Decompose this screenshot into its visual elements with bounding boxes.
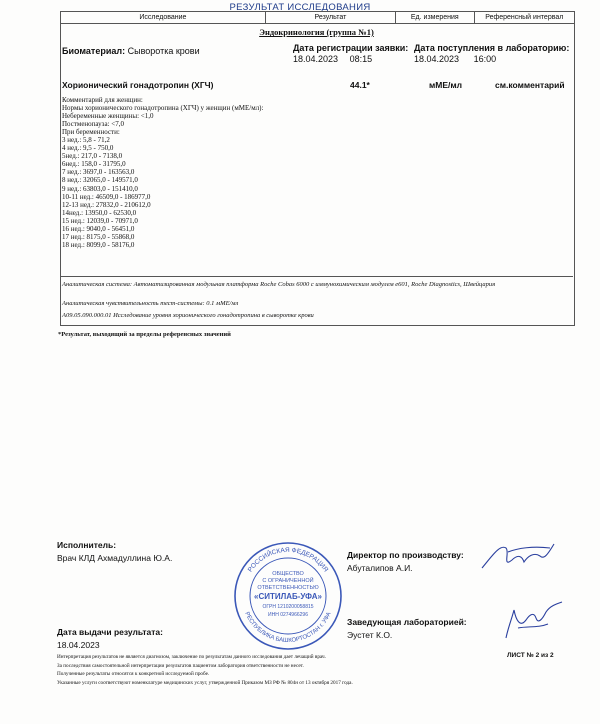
legal-line: Полученные результаты относятся к конкретной исследуемой пробе. (57, 671, 210, 677)
legal-line: Указанные услуги соответствуют номенклатуре медицинских услуг, утвержденной Приказом МЗ РФ № 804н от 13 октября 2017 года. (57, 679, 353, 686)
comment-line: 15 нед.: 12039,0 - 70971,0 (62, 216, 138, 225)
issue-label: Дата выдачи результата: (57, 627, 163, 637)
head-label: Заведующая лабораторией: (347, 617, 467, 627)
comment-line: 12-13 нед.: 27832,0 - 210612,0 (62, 200, 151, 209)
director-label: Директор по производству: (347, 550, 464, 560)
footnote: *Результат, выходящий за пределы референсных значений (58, 331, 231, 338)
section-title: Эндокринология (группа №1) (259, 27, 374, 37)
registration-label: Дата регистрации заявки: (293, 43, 409, 53)
column-header: Исследование (61, 12, 266, 23)
sensitivity: Аналитическая чувствительность тест-системы: 0.1 мМЕ/мл (62, 300, 239, 307)
registration-date: 18.04.2023 (293, 54, 339, 64)
company-stamp (232, 540, 344, 652)
biomaterial (62, 46, 200, 56)
stamp-line: ОТВЕТСТВЕННОСТЬЮ (257, 585, 319, 591)
comment-line: 14нед.: 13950,0 - 62530,0 (62, 208, 137, 217)
test-unit: мМЕ/мл (429, 80, 463, 90)
executor-label: Исполнитель: (57, 540, 117, 550)
comment-line: 16 нед.: 9040,0 - 56451,0 (62, 224, 135, 233)
biomaterial-label: Биоматериал: (62, 46, 126, 56)
comment-line: Небеременные женщины: <1,0 (62, 112, 154, 121)
reference-comment (62, 96, 263, 249)
stamp-ring-bottom-text: РЕСПУБЛИКА БАШКОРТОСТАН г. УФА (243, 611, 333, 645)
divider (60, 276, 573, 277)
stamp-ring-top-text: РОССИЙСКАЯ ФЕДЕРАЦИЯ (246, 546, 330, 574)
legal-line: Интерпретация результатов не является диагнозом, заключение по результатам данного исследования дает лечащий врач. (57, 654, 326, 660)
comment-line: 7 нед.: 3697,0 - 163563,0 (62, 168, 135, 177)
issue-date: 18.04.2023 (57, 640, 100, 650)
legal-notes (57, 653, 353, 687)
comment-line: 9 нед.: 63803,0 - 151410,0 (62, 184, 138, 193)
test-reference: см.комментарий (495, 80, 565, 90)
stamp-line: ОБЩЕСТВО (272, 571, 304, 577)
lab-arrival-time: 16:00 (473, 54, 497, 64)
comment-line: Постменопауза: <7,0 (62, 120, 124, 129)
comment-line: Комментарий для женщин: (62, 96, 143, 104)
head-signature (498, 598, 568, 646)
comment-line: 5нед.: 217,0 - 7138,0 (62, 152, 123, 161)
report-title: РЕЗУЛЬТАТ ИССЛЕДОВАНИЯ (229, 2, 371, 13)
biomaterial-value: Сыворотка крови (127, 46, 200, 56)
column-header: Референсный интервал (485, 14, 564, 21)
executor-name: Врач КЛД Ахмадуллина Ю.А. (57, 553, 173, 563)
test-name: Хорионический гонадотропин (ХГЧ) (62, 80, 214, 90)
analytic-system: Аналитическая система: Автоматизированная модульная платформа Roche Cobas 6000 с иммунохимическим модулем e601, Roche Diagnostics, Швейцария (62, 281, 496, 288)
director-signature (478, 538, 558, 580)
comment-line: 6нед.: 158,0 - 31795,0 (62, 160, 126, 169)
lab-arrival-date: 18.04.2023 (414, 54, 460, 64)
comment-line: 3 нед.: 5,8 - 71,2 (62, 136, 110, 145)
comment-line: Нормы хорионического гонадотропина (ХГЧ) у женщин (мМЕ/мл): (62, 104, 264, 113)
test-result: 44.1* (350, 80, 370, 90)
lab-arrival-block (414, 43, 569, 64)
comment-line: 4 нед.: 9,5 - 750,0 (62, 144, 114, 153)
comment-line: 8 нед.: 32065,0 - 149571,0 (62, 176, 138, 185)
service-code: A09.05.090.000.01 Исследование уровня хорионического гонадотропина в сыворотке крови (62, 312, 314, 319)
stamp-line: ИНН 0274966296 (267, 612, 309, 618)
comment-line: 17 нед.: 8175,0 - 55868,0 (62, 232, 135, 241)
director-name: Абуталипов А.И. (347, 563, 413, 573)
column-header: Результат (266, 12, 396, 23)
stamp-line: ОГРН 1210200058815 (262, 604, 314, 610)
column-header: Ед. измерения (396, 12, 475, 23)
head-name: Эустет К.О. (347, 630, 393, 640)
registration-block (293, 43, 408, 64)
stamp-line: «СИТИЛАБ-УФА» (254, 592, 322, 601)
registration-time: 08:15 (349, 54, 373, 64)
sheet-number: ЛИСТ № 2 из 2 (507, 652, 554, 659)
comment-line: При беременности: (62, 128, 120, 137)
legal-line: За последствия самостоятельной интерпретации результатов пациентом лаборатория ответственности не несет. (57, 662, 304, 669)
comment-line: 10-11 нед.: 46509,0 - 186977,0 (62, 192, 151, 201)
comment-line: 18 нед.: 8099,0 - 58176,0 (62, 240, 135, 249)
lab-arrival-label: Дата поступления в лабораторию: (414, 43, 570, 53)
stamp-line: С ОГРАНИЧЕННОЙ (262, 578, 314, 584)
